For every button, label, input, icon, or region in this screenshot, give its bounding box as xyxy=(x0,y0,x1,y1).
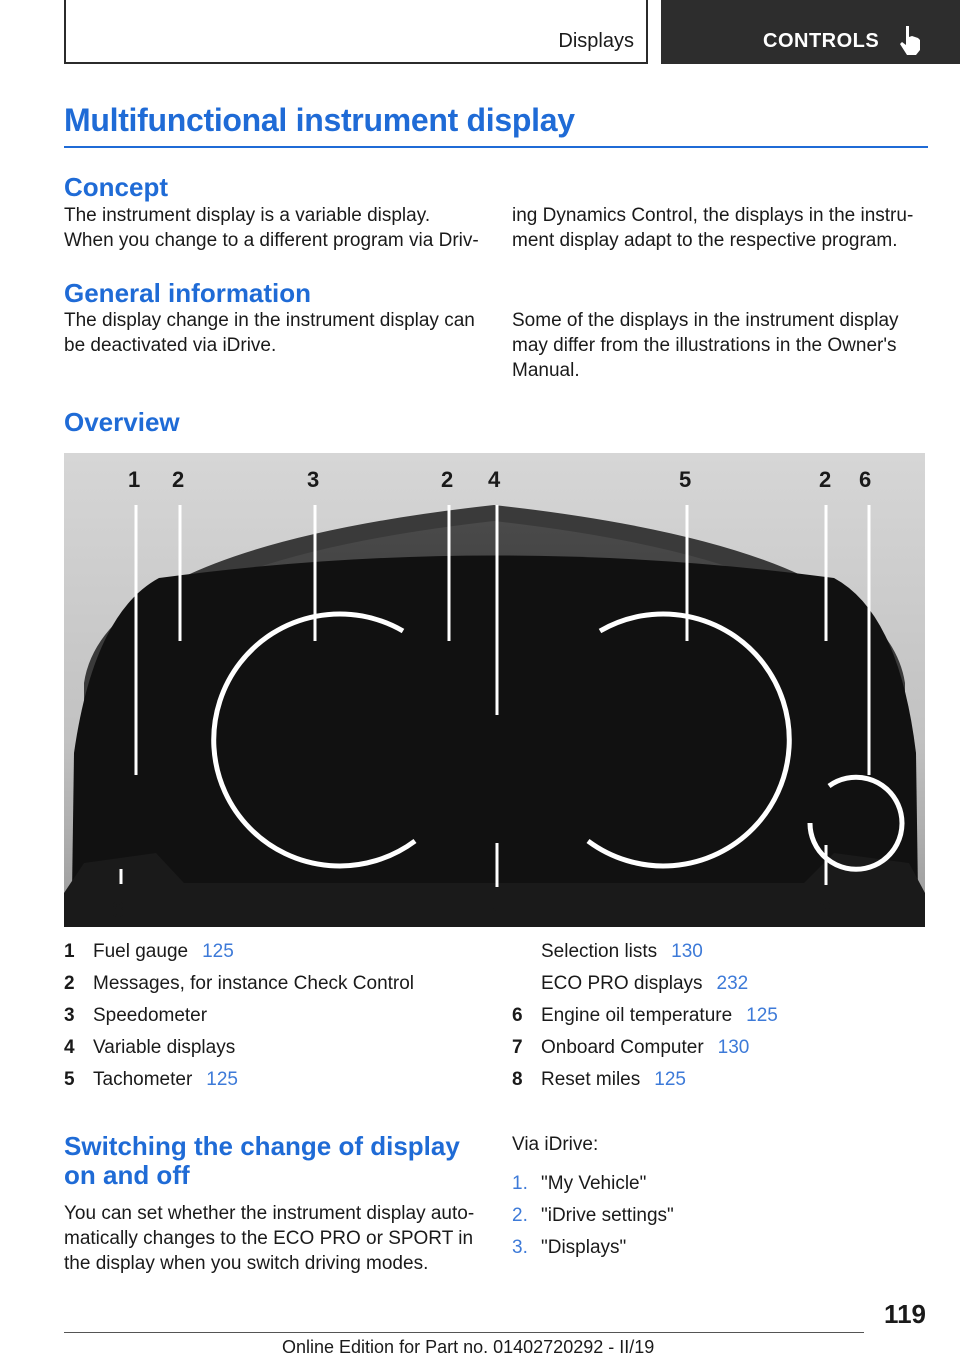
switching-heading-line2: on and off xyxy=(64,1160,190,1190)
callout-2c: 2 xyxy=(819,467,832,492)
legend-number: 8 xyxy=(512,1069,523,1090)
general-text-right: Some of the displays in the instrument display may differ from the illustrations in the Owner's Manual. xyxy=(512,310,899,381)
legend-label: ECO PRO displays xyxy=(541,973,703,994)
page-title: Multifunctional instrument display xyxy=(64,102,575,138)
page-reference-link[interactable]: 232 xyxy=(716,973,749,994)
general-heading: General information xyxy=(64,278,312,308)
instrument-cluster-figure xyxy=(64,453,925,927)
page-reference-link[interactable]: 130 xyxy=(671,941,703,962)
hand-pointer-icon xyxy=(897,24,923,56)
page-reference-link[interactable]: 125 xyxy=(654,1069,686,1090)
callout-2b: 2 xyxy=(441,467,454,492)
legend-label: Messages, for instance Check Control xyxy=(93,973,415,994)
legend-label: Reset miles xyxy=(541,1069,641,1090)
concept-heading: Concept xyxy=(64,172,168,202)
footer-rule xyxy=(64,1332,864,1333)
general-text-left: The display change in the instrument display can be deactivated via iDrive. xyxy=(64,310,475,356)
header-section-box xyxy=(64,0,648,64)
legend-number: 6 xyxy=(512,1005,523,1026)
step-text: "Displays" xyxy=(541,1237,627,1258)
callout-3: 3 xyxy=(307,467,320,492)
legend-number: 7 xyxy=(512,1037,523,1058)
callout-2a: 2 xyxy=(172,467,185,492)
legend-label: Onboard Computer xyxy=(541,1037,704,1058)
callout-8: 8 xyxy=(112,897,125,922)
header-section-label: Displays xyxy=(558,30,634,52)
legend-label: Variable displays xyxy=(93,1037,236,1058)
step-number: 3. xyxy=(512,1237,528,1258)
title-rule xyxy=(64,146,928,148)
callout-1: 1 xyxy=(128,467,141,492)
callout-5: 5 xyxy=(679,467,692,492)
step-text: "iDrive settings" xyxy=(541,1205,674,1226)
concept-text-left: The instrument display is a variable display. When you change to a different program via Driv- xyxy=(64,205,479,251)
callout-6: 6 xyxy=(859,467,872,492)
legend-number: 2 xyxy=(64,973,75,994)
callout-2d: 2 xyxy=(819,897,832,922)
step-number: 2. xyxy=(512,1205,528,1226)
legend-number: 4 xyxy=(64,1037,75,1058)
page-reference-link[interactable]: 125 xyxy=(202,941,234,962)
switching-text: You can set whether the instrument display auto- matically changes to the ECO PRO or SPORT in the display when you switch driving modes. xyxy=(64,1203,475,1274)
legend-number: 5 xyxy=(64,1069,75,1090)
overview-heading: Overview xyxy=(64,407,180,437)
legend-label: Engine oil temperature xyxy=(541,1005,733,1026)
legend-label: Speedometer xyxy=(93,1005,208,1026)
page-number: 119 xyxy=(884,1299,926,1329)
concept-text-right: ing Dynamics Control, the displays in the instru- ment display adapt to the respective program. xyxy=(512,205,914,251)
page-reference-link[interactable]: 125 xyxy=(206,1069,238,1090)
legend-label: Fuel gauge xyxy=(93,941,189,962)
step-number: 1. xyxy=(512,1173,528,1194)
legend-number: 3 xyxy=(64,1005,75,1026)
header-chapter-box xyxy=(661,0,960,64)
step-text: "My Vehicle" xyxy=(541,1173,647,1194)
footer-edition: Online Edition for Part no. 01402720292 - II/19 xyxy=(282,1337,655,1357)
via-idrive-label: Via iDrive: xyxy=(512,1134,599,1155)
footer-text xyxy=(282,1337,654,1358)
instrument-cluster-illustration xyxy=(64,453,925,927)
page-reference-link[interactable]: 125 xyxy=(746,1005,778,1026)
page-reference-link[interactable]: 130 xyxy=(717,1037,750,1058)
switching-heading-line1: Switching the change of display xyxy=(64,1131,460,1161)
legend-label: Selection lists xyxy=(541,941,658,962)
header-chapter-label: CONTROLS xyxy=(763,30,880,52)
callout-7: 7 xyxy=(488,897,501,922)
legend-label: Tachometer xyxy=(93,1069,193,1090)
legend-number: 1 xyxy=(64,941,75,962)
callout-4: 4 xyxy=(488,467,501,492)
switching-heading xyxy=(64,1132,460,1190)
